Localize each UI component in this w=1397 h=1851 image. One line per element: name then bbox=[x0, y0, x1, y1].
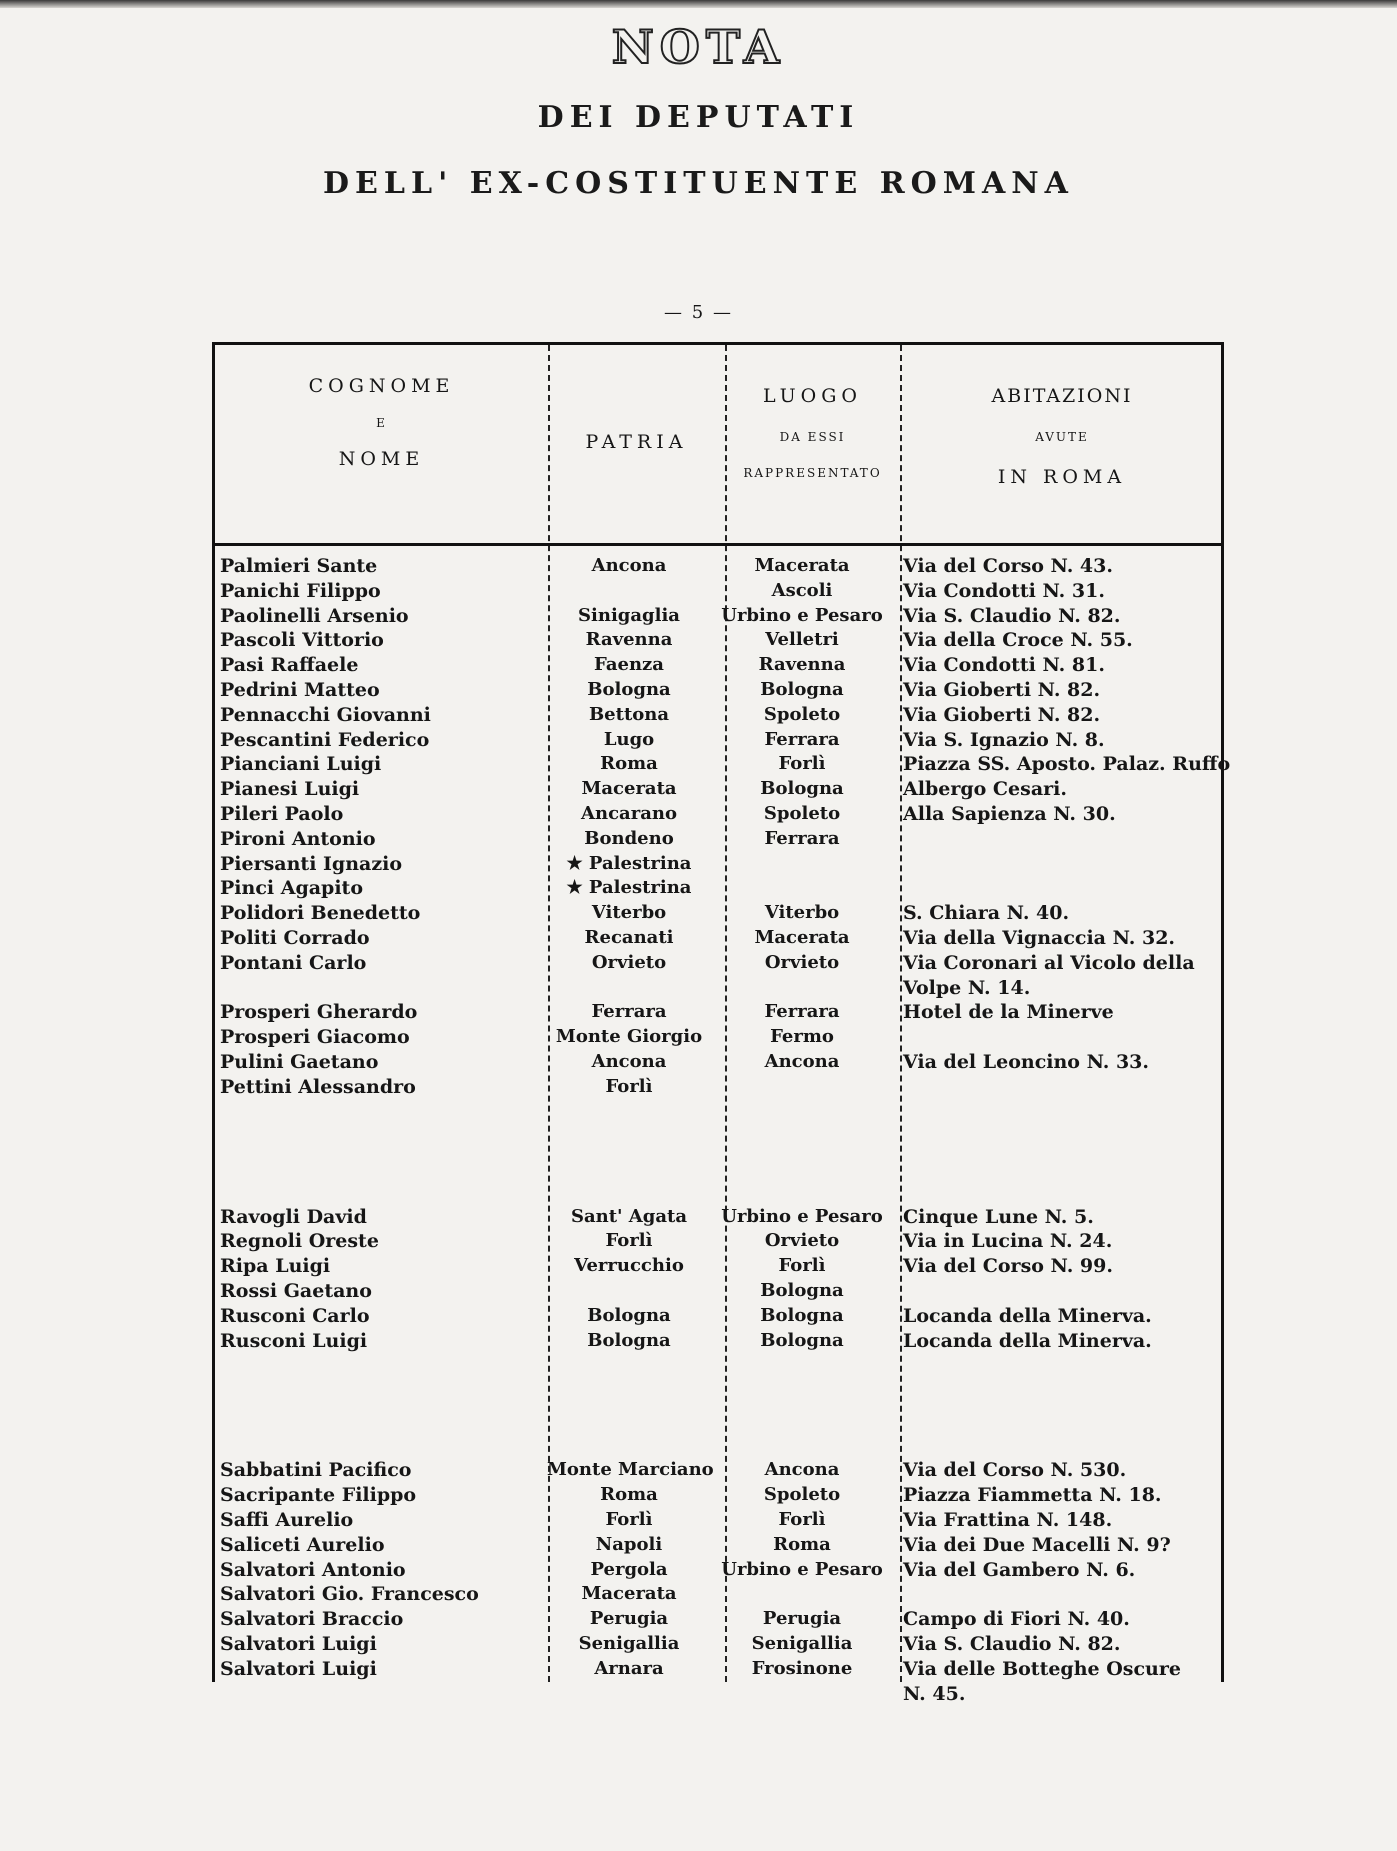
luogo-cell: Roma bbox=[773, 1533, 831, 1555]
patria-cell: Senigallia bbox=[578, 1633, 680, 1654]
abitazione-cell: Via del Gambero N. 6. bbox=[903, 1558, 1136, 1581]
patria-cell: Bologna bbox=[587, 1304, 671, 1326]
patria-cell: Forlì bbox=[605, 1509, 653, 1530]
luogo-cell: Spoleto bbox=[763, 1484, 841, 1506]
header-abit-bottom: IN ROMA bbox=[997, 466, 1127, 489]
deputy-name: Pianesi Luigi bbox=[220, 778, 360, 801]
luogo-cell: Orvieto bbox=[764, 951, 840, 973]
luogo-cell: Ancona bbox=[764, 1459, 840, 1481]
abitazione-cell: Via del Corso N. 43. bbox=[903, 555, 1113, 577]
table-row bbox=[215, 1001, 1221, 1026]
table-row bbox=[215, 1280, 1221, 1305]
abitazione-cell: Piazza Fiammetta N. 18. bbox=[903, 1484, 1162, 1507]
abitazione-cell: Via del Corso N. 530. bbox=[903, 1459, 1127, 1482]
patria-cell: Ancarano bbox=[581, 803, 677, 824]
luogo-cell: Macerata bbox=[754, 927, 850, 948]
header-abit-top: ABITAZIONI bbox=[991, 385, 1133, 407]
deputy-name: Rossi Gaetano bbox=[220, 1280, 372, 1302]
table-row bbox=[215, 1509, 1221, 1534]
luogo-cell: Bologna bbox=[760, 1304, 844, 1326]
deputy-name: Piersanti Ignazio bbox=[220, 852, 403, 875]
table-row bbox=[215, 1206, 1221, 1231]
abitazione-cell: Via Frattina N. 148. bbox=[903, 1509, 1113, 1531]
patria-cell: Ferrara bbox=[591, 1001, 667, 1023]
abitazione-cell: Alla Sapienza N. 30. bbox=[903, 803, 1116, 825]
table-row bbox=[215, 1608, 1221, 1633]
table-row bbox=[215, 853, 1221, 878]
header-luogo-bottom: RAPPRESENTATO bbox=[743, 466, 882, 481]
patria-cell: Ancona bbox=[591, 555, 667, 576]
patria-cell: Faenza bbox=[594, 654, 664, 676]
deputy-name: Regnoli Oreste bbox=[220, 1230, 379, 1253]
abitazione-cell: Via Coronari al Vicolo della bbox=[903, 951, 1195, 974]
table-row bbox=[215, 877, 1221, 902]
table-row bbox=[215, 803, 1221, 828]
deputy-name: Pascoli Vittorio bbox=[220, 629, 384, 652]
deputy-name: Salvatori Luigi bbox=[220, 1657, 377, 1680]
deputy-name: Pianciani Luigi bbox=[220, 753, 382, 776]
abitazione-cell: Campo di Fiori N. 40. bbox=[903, 1608, 1130, 1631]
luogo-cell: Senigallia bbox=[751, 1633, 853, 1654]
patria-cell: ★ Palestrina bbox=[566, 852, 692, 874]
patria-cell: Perugia bbox=[589, 1608, 669, 1630]
luogo-cell: Bologna bbox=[760, 778, 844, 800]
patria-cell: Sant' Agata bbox=[570, 1205, 688, 1227]
luogo-cell: Bologna bbox=[760, 679, 844, 700]
abitazione-cell: Volpe N. 14. bbox=[903, 976, 1031, 999]
deputy-name: Salvatori Gio. Francesco bbox=[220, 1583, 479, 1606]
table-row bbox=[215, 1484, 1221, 1509]
table-row bbox=[215, 555, 1221, 580]
deputy-name: Ripa Luigi bbox=[220, 1255, 331, 1278]
deputy-name: Paolinelli Arsenio bbox=[220, 604, 409, 627]
patria-cell: Ancona bbox=[591, 1051, 667, 1072]
header-abit-mid: AVUTE bbox=[1035, 429, 1089, 444]
patria-cell: Verrucchio bbox=[574, 1255, 684, 1277]
luogo-cell: Velletri bbox=[765, 629, 839, 651]
abitazione-cell: Hotel de la Minerve bbox=[903, 1001, 1114, 1024]
luogo-cell: Spoleto bbox=[763, 803, 841, 824]
table-row bbox=[215, 1559, 1221, 1584]
deputy-name: Pescantini Federico bbox=[220, 728, 430, 751]
luogo-cell: Urbino e Pesaro bbox=[721, 1558, 883, 1580]
table-row bbox=[215, 729, 1221, 754]
luogo-cell: Macerata bbox=[754, 555, 850, 576]
patria-cell: Roma bbox=[600, 1484, 658, 1506]
header-luogo bbox=[725, 385, 900, 481]
luogo-cell: Ferrara bbox=[764, 1001, 840, 1023]
deputy-name: Pileri Paolo bbox=[220, 803, 344, 825]
table-row bbox=[215, 1633, 1221, 1658]
table-row bbox=[215, 1658, 1221, 1683]
header-luogo-top: LUOGO bbox=[763, 385, 862, 407]
abitazione-cell: Via Condotti N. 31. bbox=[903, 579, 1105, 602]
abitazione-cell: Piazza SS. Aposto. Palaz. Ruffo bbox=[903, 753, 1231, 776]
table-row bbox=[215, 1051, 1221, 1076]
patria-cell: Bologna bbox=[587, 679, 671, 700]
patria-cell: Arnara bbox=[594, 1657, 664, 1679]
table-row bbox=[215, 1230, 1221, 1255]
table-row bbox=[215, 927, 1221, 952]
deputy-name: Rusconi Carlo bbox=[220, 1304, 370, 1327]
patria-cell: Macerata bbox=[581, 778, 677, 800]
patria-cell: Viterbo bbox=[591, 902, 667, 924]
abitazione-cell: Via Gioberti N. 82. bbox=[903, 679, 1101, 701]
deputy-name: Salvatori Antonio bbox=[220, 1558, 406, 1581]
patria-cell: Bologna bbox=[587, 1329, 671, 1351]
table-row bbox=[215, 1305, 1221, 1330]
header-patria bbox=[548, 431, 725, 454]
deputy-name: Polidori Benedetto bbox=[220, 902, 421, 925]
luogo-cell: Ancona bbox=[764, 1051, 840, 1072]
deputy-name: Sabbatini Pacifico bbox=[220, 1459, 412, 1482]
document-subtitle-2: DELL' EX-COSTITUENTE ROMANA bbox=[323, 166, 1074, 201]
deputy-name: Pironi Antonio bbox=[220, 827, 376, 850]
patria-cell: Sinigaglia bbox=[578, 604, 680, 626]
deputy-name: Pinci Agapito bbox=[220, 877, 364, 900]
patria-cell: Bondeno bbox=[584, 827, 674, 849]
table-row bbox=[215, 1583, 1221, 1608]
deputy-name: Saliceti Aurelio bbox=[220, 1533, 385, 1556]
abitazione-cell: Via in Lucina N. 24. bbox=[903, 1230, 1113, 1253]
abitazione-cell: S. Chiara N. 40. bbox=[903, 902, 1070, 925]
deputy-name: Salvatori Luigi bbox=[220, 1633, 377, 1655]
table-row bbox=[215, 1076, 1221, 1101]
table-row bbox=[215, 778, 1221, 803]
abitazione-cell: N. 45. bbox=[903, 1682, 966, 1705]
header-name-top: COGNOME bbox=[308, 375, 455, 397]
header-abitazioni bbox=[900, 385, 1224, 489]
abitazione-cell: Locanda della Minerva. bbox=[903, 1304, 1152, 1327]
abitazione-cell: Via delle Botteghe Oscure bbox=[903, 1657, 1181, 1680]
table-row bbox=[215, 1534, 1221, 1559]
patria-cell: Forlì bbox=[605, 1075, 653, 1097]
table-row bbox=[215, 580, 1221, 605]
table-row bbox=[215, 1330, 1221, 1355]
header-name-mid: E bbox=[376, 415, 387, 430]
patria-cell: Macerata bbox=[581, 1583, 677, 1605]
header-luogo-mid: DA ESSI bbox=[779, 429, 846, 444]
luogo-cell: Orvieto bbox=[764, 1230, 840, 1252]
deputy-name: Prosperi Giacomo bbox=[220, 1026, 410, 1049]
abitazione-cell: Via della Croce N. 55. bbox=[903, 629, 1133, 652]
deputy-name: Rusconi Luigi bbox=[220, 1329, 368, 1352]
photo-top-edge bbox=[0, 0, 1397, 8]
table-row bbox=[215, 1255, 1221, 1280]
deputy-name: Panichi Filippo bbox=[220, 579, 381, 602]
patria-cell: Monte Marciano bbox=[547, 1459, 714, 1481]
header-divider bbox=[215, 543, 1221, 546]
table-row bbox=[215, 629, 1221, 654]
patria-cell: Orvieto bbox=[591, 951, 667, 973]
luogo-cell: Forlì bbox=[778, 1509, 826, 1530]
luogo-cell: Forlì bbox=[778, 1255, 826, 1277]
deputy-name: Saffi Aurelio bbox=[220, 1509, 354, 1531]
patria-cell: Pergola bbox=[590, 1558, 668, 1580]
table-row bbox=[215, 977, 1221, 1002]
luogo-cell: Spoleto bbox=[763, 703, 841, 725]
deputy-name: Pennacchi Giovanni bbox=[220, 703, 431, 726]
abitazione-cell: Via S. Ignazio N. 8. bbox=[903, 728, 1105, 751]
table-row bbox=[215, 753, 1231, 778]
patria-cell: Lugo bbox=[603, 728, 655, 750]
abitazione-cell: Via S. Claudio N. 82. bbox=[903, 604, 1121, 627]
page-number: — 5 — bbox=[664, 302, 733, 323]
luogo-cell: Bologna bbox=[760, 1280, 844, 1301]
deputy-name: Pontani Carlo bbox=[220, 951, 367, 974]
header-name bbox=[215, 375, 548, 471]
table-row bbox=[215, 952, 1221, 977]
abitazione-cell: Via Gioberti N. 82. bbox=[903, 703, 1101, 726]
deputy-name: Pulini Gaetano bbox=[220, 1051, 379, 1073]
table-row bbox=[215, 902, 1221, 927]
patria-cell: ★ Palestrina bbox=[566, 877, 692, 899]
patria-cell: Forlì bbox=[605, 1230, 653, 1252]
deputy-name: Pedrini Matteo bbox=[220, 679, 380, 701]
header-patria-label: PATRIA bbox=[585, 431, 688, 453]
abitazione-cell: Albergo Cesari. bbox=[903, 778, 1067, 801]
patria-cell: Recanati bbox=[584, 927, 674, 948]
luogo-cell: Fermo bbox=[770, 1026, 834, 1048]
patria-cell: Monte Giorgio bbox=[555, 1026, 703, 1048]
abitazione-cell: Via della Vignaccia N. 32. bbox=[903, 927, 1176, 949]
abitazione-cell: Via Condotti N. 81. bbox=[903, 654, 1105, 677]
table-row bbox=[215, 1683, 1221, 1708]
luogo-cell: Urbino e Pesaro bbox=[721, 604, 883, 626]
luogo-cell: Frosinone bbox=[751, 1657, 853, 1679]
deputies-table bbox=[212, 342, 1231, 1705]
deputy-name: Prosperi Gherardo bbox=[220, 1001, 418, 1024]
deputy-name: Pasi Raffaele bbox=[220, 654, 359, 677]
luogo-cell: Forlì bbox=[778, 753, 826, 775]
table-row bbox=[215, 704, 1221, 729]
deputy-name: Pettini Alessandro bbox=[220, 1075, 416, 1098]
luogo-cell: Bologna bbox=[760, 1329, 844, 1351]
document-subtitle-1: DEI DEPUTATI bbox=[537, 100, 860, 135]
table-row bbox=[215, 605, 1221, 630]
abitazione-cell: Via dei Due Macelli N. 9? bbox=[903, 1533, 1171, 1556]
luogo-cell: Urbino e Pesaro bbox=[721, 1205, 883, 1227]
patria-cell: Bettona bbox=[588, 703, 670, 725]
abitazione-cell: Via del Corso N. 99. bbox=[903, 1255, 1113, 1278]
table-row bbox=[215, 828, 1221, 853]
patria-cell: Ravenna bbox=[585, 629, 673, 651]
deputy-name: Palmieri Sante bbox=[220, 555, 378, 577]
deputy-name: Salvatori Braccio bbox=[220, 1608, 404, 1631]
patria-cell: Roma bbox=[600, 753, 658, 775]
deputy-name: Politi Corrado bbox=[220, 927, 370, 949]
header-name-bottom: NOME bbox=[338, 448, 425, 471]
abitazione-cell: Locanda della Minerva. bbox=[903, 1329, 1152, 1352]
table-row bbox=[215, 654, 1221, 679]
deputy-name: Ravogli David bbox=[220, 1205, 367, 1228]
luogo-cell: Ferrara bbox=[764, 827, 840, 849]
abitazione-cell: Via del Leoncino N. 33. bbox=[903, 1051, 1150, 1073]
table-row bbox=[215, 1459, 1221, 1484]
document-title: NOTA bbox=[611, 20, 786, 74]
patria-cell: Napoli bbox=[595, 1533, 663, 1555]
luogo-cell: Viterbo bbox=[764, 902, 840, 924]
abitazione-cell: Cinque Lune N. 5. bbox=[903, 1205, 1094, 1228]
luogo-cell: Perugia bbox=[762, 1608, 842, 1630]
luogo-cell: Ravenna bbox=[758, 654, 846, 676]
luogo-cell: Ascoli bbox=[771, 579, 833, 601]
abitazione-cell: Via S. Claudio N. 82. bbox=[903, 1633, 1121, 1655]
table-row bbox=[215, 679, 1221, 704]
deputy-name: Sacripante Filippo bbox=[220, 1484, 417, 1507]
table-row bbox=[215, 1026, 1221, 1051]
luogo-cell: Ferrara bbox=[764, 728, 840, 750]
